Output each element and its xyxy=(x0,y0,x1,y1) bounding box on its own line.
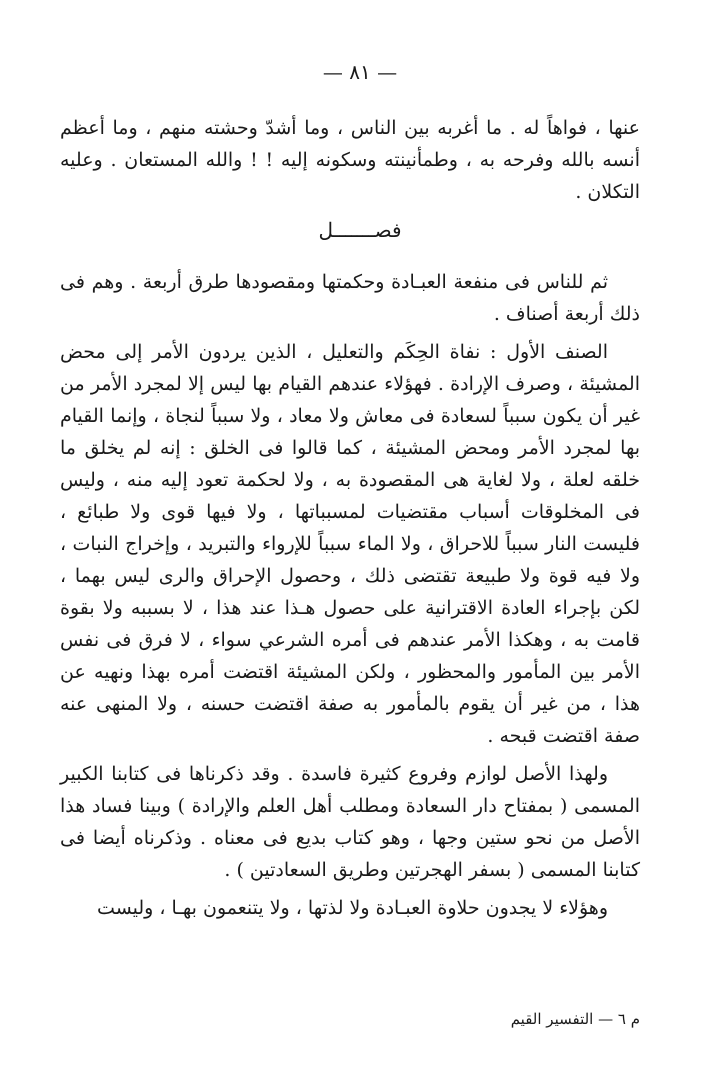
footer-signature: م ٦ — التفسير القيم xyxy=(510,1010,640,1028)
intro-text-block xyxy=(60,112,640,208)
paragraph-consequences: ولهذا الأصل لوازم وفروع كثيرة فاسدة . وقد ذكرناها فى كتابنا الكبير المسمى ( بمفتاح دار السعادة ومطلب أهل العلم والإرادة ) وبينا فساد هذا الأصل من نحو ستين وجها ، وهو كتاب بديع فى معناه . وذكرناه أيضا فى كتابنا المسمى ( بسفر الهجرتين وطريق السعادتين ) . xyxy=(60,763,640,881)
page-number: — ٨١ — xyxy=(322,60,398,84)
section-title: فصـــــــل xyxy=(318,218,402,242)
intro-paragraph: عنها ، فواهاً له . ما أغربه بين الناس ، وما أشدّ وحشته منهم ، وما أعظم أنسه بالله وفرحه به ، وطمأنينته وسكونه إليه ! ! والله المستعان . وعليه التكلان . xyxy=(60,117,640,203)
paragraph-first-category: الصنف الأول : نفاة الحِكَم والتعليل ، الذين يردون الأمر إلى محض المشيئة ، وصرف الإرادة . فهؤلاء عندهم القيام بها ليس إلا لمجرد الأمر من غير أن يكون سبباً لسعادة فى معاش ولا معاد ، ولا سبباً لنجاة ، وإنما القيام بها لمجرد الأمر ومحض المشيئة ، كما قالوا فى الخلق : إنه لم يخلق ما خلقه لعلة ، ولا لغاية هى المقصودة به ، ولا لحكمة تعود إليه منه ، وليس فى المخلوقات أسباب مقتضيات لمسبباتها ، ولا فيها قوى ولا طبائع ، فليست النار سبباً للاحراق ، ولا الماء سبباً للإرواء والتبريد ، وإخراج النبات ، ولا فيه قوة ولا طبيعة تقتضى ذلك ، وحصول الإحراق والرى ليس بهما ، لكن بإجراء العادة الاقترانية على حصول هـذا عند هذا ، لا بسببه ولا بقوة قامت به ، وهكذا الأمر عندهم فى أمره الشرعي سواء ، لا فرق فى نفس الأمر بين المأمور والمحظور ، ولكن المشيئة اقتضت أمره بهذا ونهيه عن هذا ، من غير أن يقوم بالمأمور به صفة اقتضت حسنه ، ولا المنهى عنه صفة اقتضت قبحه . xyxy=(60,341,640,747)
paragraph-methods: ثم للناس فى منفعة العبـادة وحكمتها ومقصودها طرق أربعة . وهم فى ذلك أربعة أصناف . xyxy=(60,271,640,325)
paragraph-continuation: وهؤلاء لا يجدون حلاوة العبـادة ولا لذتها ، ولا يتنعمون بهـا ، وليست xyxy=(97,897,608,919)
main-text-block xyxy=(60,266,640,924)
